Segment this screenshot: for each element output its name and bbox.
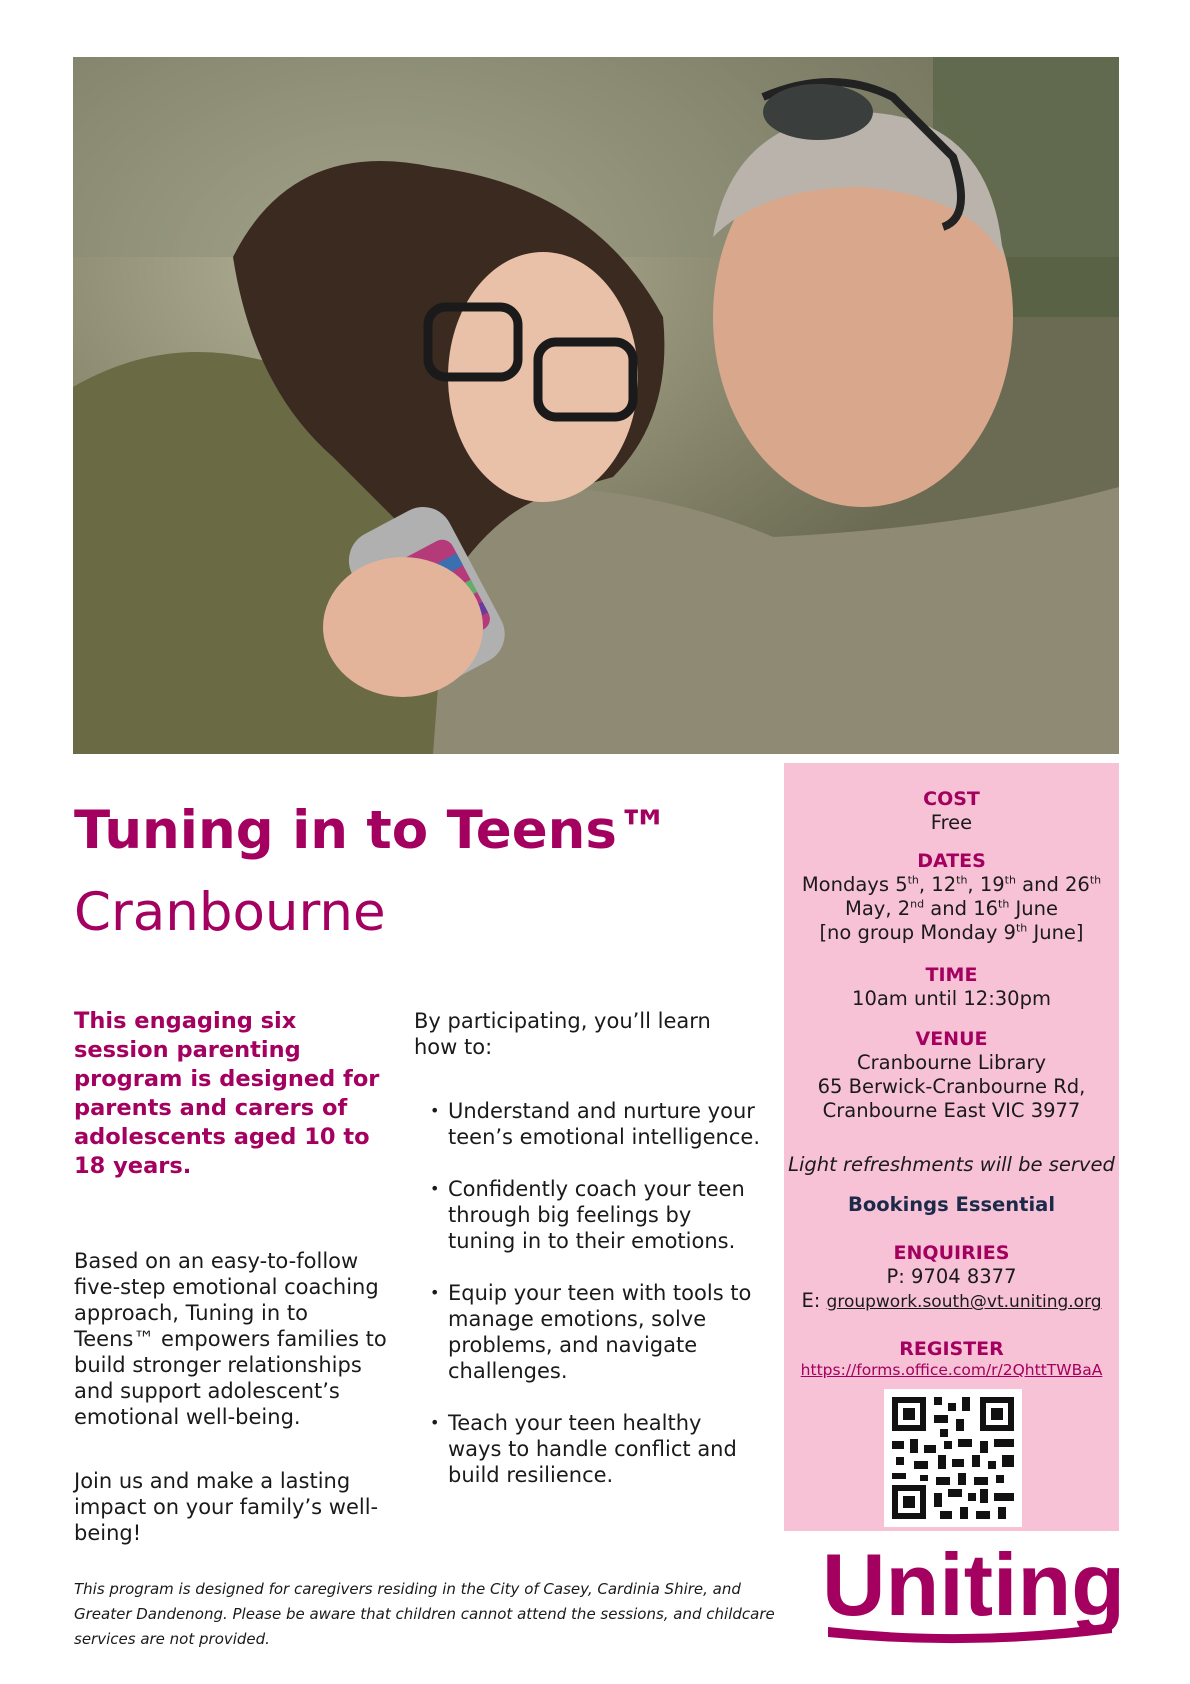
bookings-note: Bookings Essential <box>847 1193 1056 1216</box>
dates-line-1: Mondays 5th, 12th, 19th and 26th <box>801 873 1102 896</box>
bullet-icon: • <box>430 1413 440 1432</box>
eligibility-footnote: This program is designed for caregivers residing in the City of Casey, Cardinia Shire, and Greater Dandenong. Please be aware that children cannot attend the sessions, and childcare services are not provided. <box>74 1580 775 1648</box>
bullet-icon: • <box>430 1101 440 1120</box>
details-panel <box>784 763 1119 1531</box>
refreshments-note: Light refreshments will be served <box>788 1153 1115 1176</box>
list-item-text: Confidently coach your teen through big feelings by tuning in to their emotions. <box>448 1177 745 1253</box>
email-link[interactable]: groupwork.south@vt.uniting.org <box>826 1292 1102 1312</box>
register-label: REGISTER <box>899 1338 1004 1360</box>
register-qr-code[interactable] <box>884 1389 1022 1527</box>
hero-photo <box>73 57 1119 754</box>
dates-line-3: [no group Monday 9th June] <box>819 921 1084 944</box>
list-item <box>430 1098 760 1150</box>
benefits-intro: By participating, you’ll learn how to: <box>414 1009 711 1059</box>
cost-value: Free <box>930 811 973 834</box>
page-title: Tuning in to Teens™ <box>74 800 670 861</box>
enquiries-email-line <box>784 1289 1119 1314</box>
list-item-text: Teach your teen healthy ways to handle conflict and build resilience. <box>448 1411 737 1487</box>
venue-street: 65 Berwick-Cranbourne Rd, <box>817 1075 1086 1098</box>
dates-line-2: May, 2nd and 16th June <box>845 897 1058 920</box>
venue-suburb: Cranbourne East VIC 3977 <box>822 1099 1081 1122</box>
list-item <box>430 1176 760 1254</box>
page-subtitle: Cranbourne <box>74 882 386 943</box>
time-label: TIME <box>925 964 978 986</box>
dates-label: DATES <box>917 850 986 872</box>
venue-label: VENUE <box>915 1028 988 1050</box>
qr-code-icon <box>884 1389 1022 1527</box>
lead-text: This engaging six session parenting program is designed for parents and carers of adolescents aged 10 to 18 years. <box>74 1008 380 1179</box>
cost-label: COST <box>923 788 980 810</box>
list-item <box>430 1410 760 1488</box>
benefits-list <box>430 1098 760 1514</box>
hero-photo-illustration <box>73 57 1119 754</box>
enquiries-label: ENQUIRIES <box>893 1242 1010 1264</box>
enquiries-phone: P: 9704 8377 <box>886 1265 1017 1288</box>
description-paragraph: Based on an easy-to-follow five-step emotional coaching approach, Tuning in to Teens™ empowers families to build stronger relationships and support adolescent’s emotional well-being. <box>74 1249 387 1429</box>
email-prefix: E: <box>801 1289 827 1312</box>
register-link[interactable]: https://forms.office.com/r/2QhttTWBaA <box>800 1361 1103 1379</box>
list-item <box>430 1280 760 1384</box>
time-value: 10am until 12:30pm <box>852 987 1051 1010</box>
bullet-icon: • <box>430 1283 440 1302</box>
list-item-text: Equip your teen with tools to manage emotions, solve problems, and navigate challenges. <box>448 1281 752 1383</box>
uniting-logo-mark <box>820 1535 1120 1645</box>
list-item-text: Understand and nurture your teen’s emotional intelligence. <box>448 1099 761 1149</box>
logo-text: Uniting <box>822 1535 1120 1634</box>
bullet-icon: • <box>430 1179 440 1198</box>
venue-name: Cranbourne Library <box>856 1051 1047 1074</box>
uniting-logo <box>820 1535 1120 1645</box>
closing-paragraph: Join us and make a lasting impact on your family’s well-being! <box>74 1469 379 1545</box>
